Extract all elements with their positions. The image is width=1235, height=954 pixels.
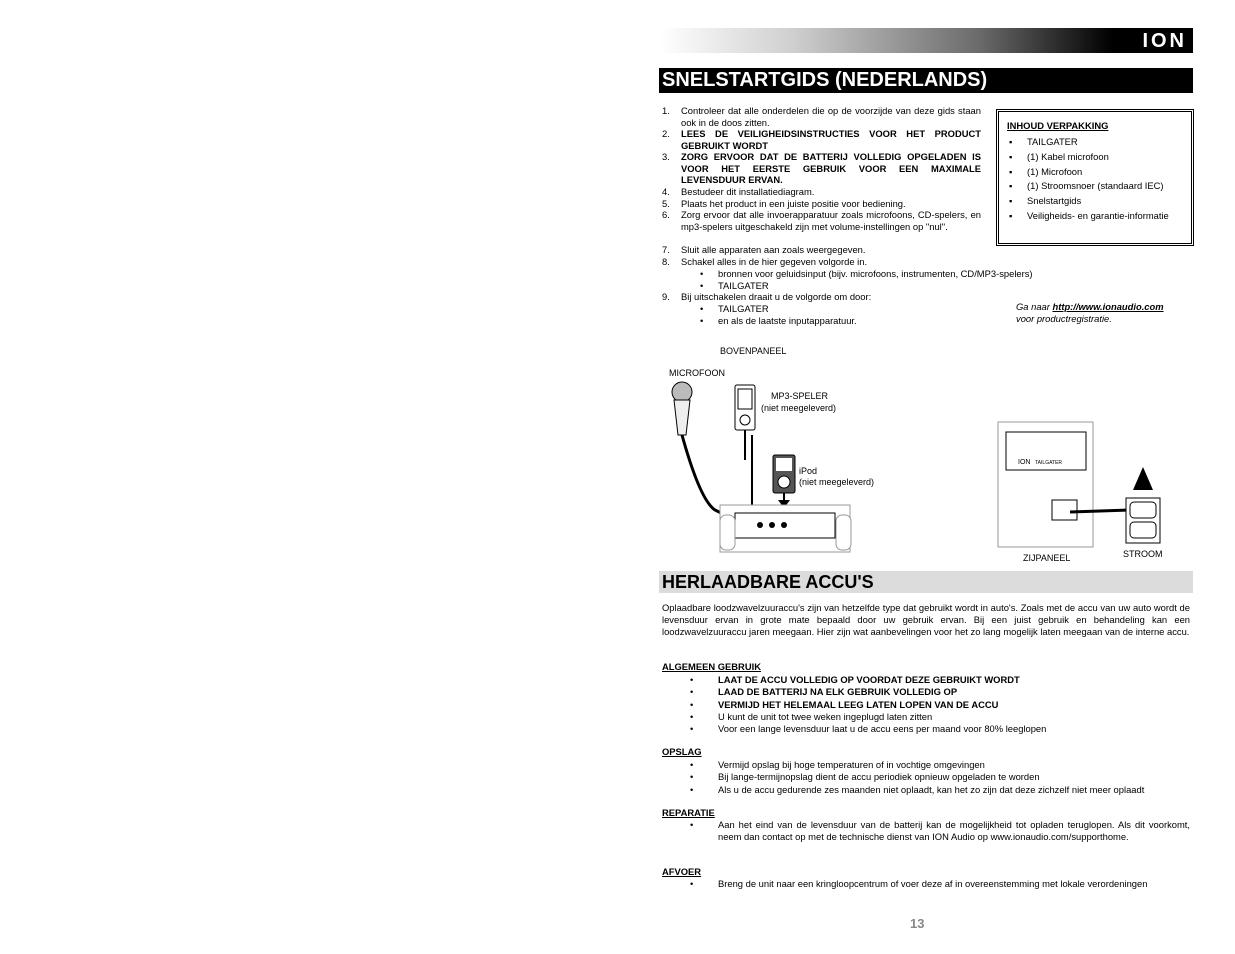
bullet-dot: • bbox=[700, 268, 704, 279]
section-title: HERLAADBARE ACCU'S bbox=[662, 572, 874, 592]
general-item: LAAT DE ACCU VOLLEDIG OP VOORDAT DEZE GEBRUIKT WORDT bbox=[718, 674, 1020, 685]
label-ipod-note: (niet meegeleverd) bbox=[799, 477, 875, 487]
contents-title: INHOUD VERPAKKING bbox=[1007, 120, 1109, 131]
page-title-bar bbox=[659, 68, 1193, 93]
step-number: 8. bbox=[662, 256, 670, 267]
repair-item: Aan het eind van de levensduur van de batterij kan de mogelijkheid tot opladen teruglopen. Als dit voorkomt, neem dan contact op met de technische dienst van ION Audio op www.ionaudio.com/supporthome. bbox=[718, 819, 1190, 842]
step-text: ZORG ERVOOR DAT DE BATTERIJ VOLLEDIG OPGELADEN IS VOOR HET EERSTE GEBRUIK VOOR EEN MAXIMALE LEVENSDUUR ERVAN. bbox=[681, 151, 981, 185]
step-number: 3. bbox=[662, 151, 670, 162]
step-text: Bij uitschakelen draait u de volgorde om door: bbox=[681, 291, 872, 302]
tailgater-side-panel-icon bbox=[998, 422, 1130, 547]
step-text: Sluit alle apparaten aan zoals weergegeven. bbox=[681, 244, 866, 255]
bullet-dot: • bbox=[700, 303, 704, 314]
registration-link[interactable]: http://www.ionaudio.com bbox=[1052, 301, 1164, 312]
device-brand-text: ION bbox=[1018, 459, 1031, 466]
step-text: Schakel alles in de hier gegeven volgorde in. bbox=[681, 256, 868, 267]
step-text: Plaats het product in een juiste positie voor bediening. bbox=[681, 198, 906, 209]
step8-bullet: bronnen voor geluidsinput (bijv. microfoons, instrumenten, CD/MP3-spelers) bbox=[718, 268, 1033, 279]
label-microphone: MICROFOON bbox=[669, 368, 725, 378]
section-title-bar bbox=[659, 571, 1193, 593]
registration-note bbox=[1016, 301, 1164, 325]
page-title: SNELSTARTGIDS (NEDERLANDS) bbox=[662, 69, 988, 91]
battery-intro: Oplaadbare loodzwavelzuuraccu's zijn van hetzelfde type dat gebruikt wordt in auto's. Zoals met de accu van uw auto wordt de levensduur ervan in grote mate bepaald door uw gebruik ervan. Bij een juist gebruik en behandeling kan een loodzwavelzuuraccu jaren meegaan. Hier zijn wat aanbevelingen voor het zo lang mogelijk laten meegaan van de interne accu. bbox=[662, 602, 1190, 637]
step8-bullet: TAILGATER bbox=[718, 280, 769, 291]
storage-item: Vermijd opslag bij hoge temperaturen of in vochtige omgevingen bbox=[718, 759, 985, 770]
bullet-dot: • bbox=[700, 315, 704, 326]
step-number: 2. bbox=[662, 128, 670, 139]
storage-title: OPSLAG bbox=[662, 746, 702, 757]
step-text: Bestudeer dit installatiediagram. bbox=[681, 186, 815, 197]
ion-logo: ION bbox=[1142, 30, 1187, 52]
storage-item: Bij lange-termijnopslag dient de accu periodiek opnieuw opgeladen te worden bbox=[718, 771, 1040, 782]
step-number: 7. bbox=[662, 244, 670, 255]
label-mp3: MP3-SPELER bbox=[771, 391, 829, 401]
general-item: U kunt de unit tot twee weken ingeplugd laten zitten bbox=[718, 711, 933, 722]
bullet-dot: • bbox=[700, 280, 704, 291]
page-number: 13 bbox=[910, 916, 925, 931]
label-power: STROOM bbox=[1123, 549, 1163, 559]
connection-diagram bbox=[660, 380, 1200, 560]
step-text: Zorg ervoor dat alle invoerapparatuur zoals microfoons, CD-spelers, en mp3-spelers uitgeschakeld zijn met volume-instellingen op "nul". bbox=[681, 209, 981, 232]
step9-bullet: en als de laatste inputapparatuur. bbox=[718, 315, 857, 326]
label-top-panel: BOVENPANEEL bbox=[720, 346, 787, 356]
general-item: LAAD DE BATTERIJ NA ELK GEBRUIK VOLLEDIG OP bbox=[718, 686, 958, 697]
step-number: 5. bbox=[662, 198, 670, 209]
registration-suffix: voor productregistratie. bbox=[1016, 313, 1112, 324]
mp3-player-icon bbox=[735, 385, 755, 520]
ipod-icon bbox=[773, 455, 795, 508]
disposal-title: AFVOER bbox=[662, 866, 702, 877]
step9-bullet: TAILGATER bbox=[718, 303, 769, 314]
step-number: 4. bbox=[662, 186, 670, 197]
header-gradient-bar bbox=[660, 28, 1193, 53]
general-item: VERMIJD HET HELEMAAL LEEG LATEN LOPEN VAN DE ACCU bbox=[718, 699, 999, 710]
disposal-item: Breng de unit naar een kringloopcentrum of voer deze af in overeenstemming met lokale verordeningen bbox=[718, 878, 1148, 889]
repair-title: REPARATIE bbox=[662, 807, 715, 818]
package-contents-box: INHOUD VERPAKKING ▪ TAILGATER ▪ (1) Kabel microfoon ▪ (1) Microfoon ▪ (1) Stroomsnoer (standaard IEC) ▪ Snelstartgids ▪ Veiligheids- en garantie-informatie bbox=[996, 109, 1194, 246]
label-side-panel: ZIJPANEEL bbox=[1023, 553, 1071, 563]
step-text: LEES DE VEILIGHEIDSINSTRUCTIES VOOR HET PRODUCT GEBRUIKT WORDT bbox=[681, 128, 981, 151]
step-number: 9. bbox=[662, 291, 670, 302]
step-text: Controleer dat alle onderdelen die op de voorzijde van deze gids staan ook in de doos zitten. bbox=[681, 105, 981, 128]
storage-item: Als u de accu gedurende zes maanden niet oplaadt, kan het zo zijn dat deze zichzelf niet meer oplaadt bbox=[718, 784, 1145, 795]
general-item: Voor een lange levensduur laat u de accu eens per maand voor 80% leeglopen bbox=[718, 723, 1047, 734]
label-ipod: iPod bbox=[799, 466, 818, 476]
general-title: ALGEMEEN GEBRUIK bbox=[662, 661, 761, 672]
power-outlet-icon bbox=[1126, 467, 1160, 543]
step-number: 1. bbox=[662, 105, 670, 116]
label-mp3-note: (niet meegeleverd) bbox=[761, 403, 837, 413]
tailgater-top-icon bbox=[720, 505, 851, 552]
step-number: 6. bbox=[662, 209, 670, 220]
microphone-icon bbox=[672, 382, 735, 520]
registration-prefix: Ga naar bbox=[1016, 301, 1053, 312]
device-name-text: TAILGATER bbox=[1035, 460, 1063, 466]
